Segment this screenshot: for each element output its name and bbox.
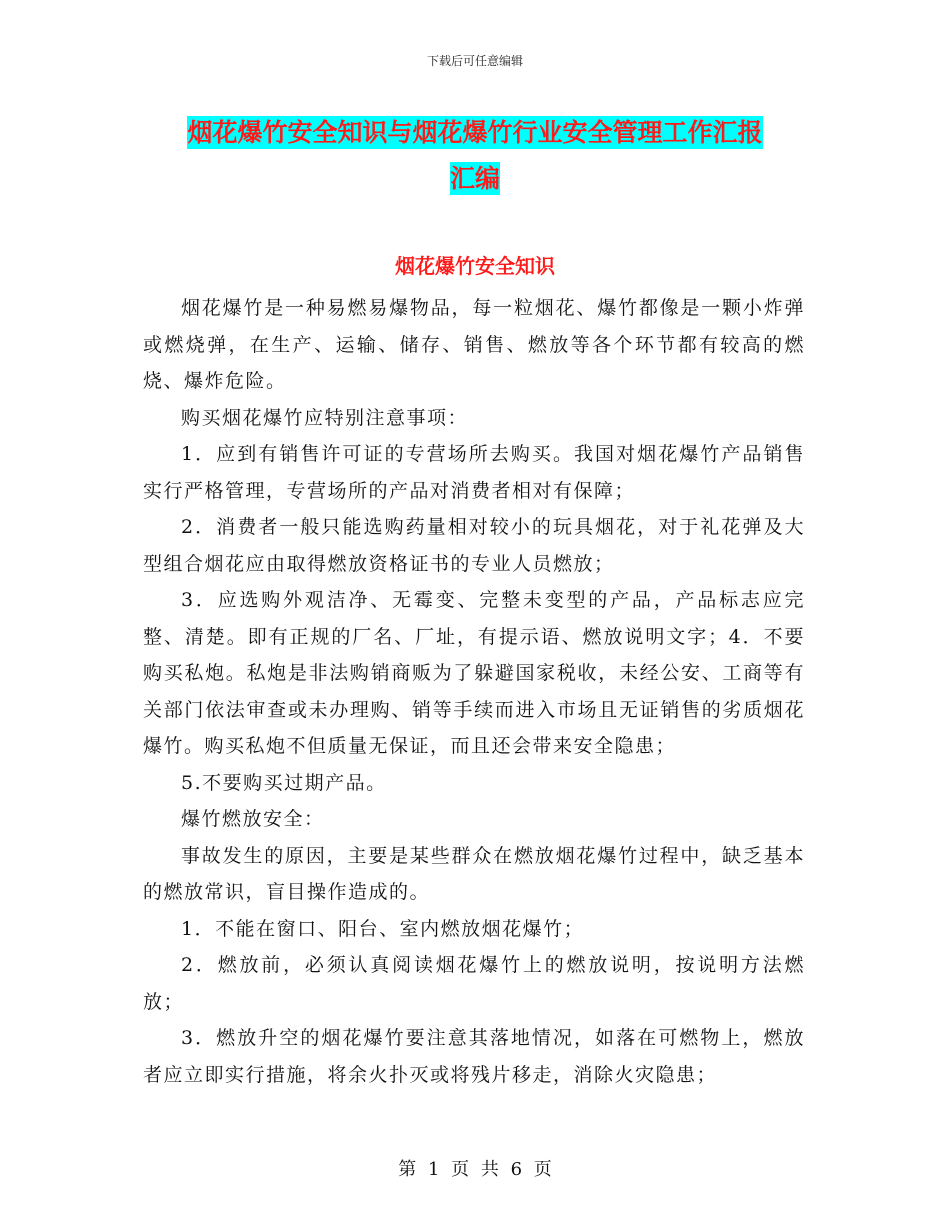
paragraph: 1．不能在窗口、阳台、室内燃放烟花爆竹； (181, 917, 585, 940)
paragraph: 购买烟花爆竹应特别注意事项： (181, 406, 469, 429)
paragraph: 事故发生的原因，主要是某些群众在燃放烟花爆竹过程中，缺乏基本的燃放常识，盲目操作造成的。 (143, 844, 805, 903)
paragraph: 1．应到有销售许可证的专营场所去购买。我国对烟花爆竹产品销售实行严格管理，专营场所的产品对消费者相对有保障； (143, 443, 805, 502)
document-body (143, 290, 805, 1093)
paragraph: 3．应选购外观洁净、无霉变、完整未变型的产品，产品标志应完整、清楚。即有正规的厂名、厂址，有提示语、燃放说明文字；4．不要购买私炮。私炮是非法购销商贩为了躲避国家税收，未经公安、工商等有关部门依法审查或未办理购、销等手续而进入市场且无证销售的劣质烟花爆竹。购买私炮不但质量无保证，而且还会带来安全隐患； (143, 589, 805, 757)
title-line-1: 烟花爆竹安全知识与烟花爆竹行业安全管理工作汇报 (187, 118, 763, 147)
paragraph: 2．消费者一般只能选购药量相对较小的玩具烟花，对于礼花弹及大型组合烟花应由取得燃放资格证书的专业人员燃放； (143, 516, 805, 575)
paragraph: 2．燃放前，必须认真阅读烟花爆竹上的燃放说明，按说明方法燃放； (143, 954, 805, 1013)
section-heading: 烟花爆竹安全知识 (395, 254, 555, 278)
page-number: 第 1 页 共 6 页 (398, 1159, 552, 1180)
paragraph: 烟花爆竹是一种易燃易爆物品，每一粒烟花、爆竹都像是一颗小炸弹或燃烧弹，在生产、运输、储存、销售、燃放等各个环节都有较高的燃烧、爆炸危险。 (143, 297, 805, 392)
document-title (140, 110, 810, 202)
paragraph: 爆竹燃放安全： (181, 808, 325, 830)
title-line-2: 汇编 (449, 164, 500, 193)
page-header-note: 下载后可任意编辑 (426, 54, 523, 68)
paragraph: 5.不要购买过期产品。 (181, 771, 387, 794)
paragraph: 3．燃放升空的烟花爆竹要注意其落地情况，如落在可燃物上，燃放者应立即实行措施，将余火扑灭或将残片移走，消除火灾隐患； (143, 1027, 805, 1086)
